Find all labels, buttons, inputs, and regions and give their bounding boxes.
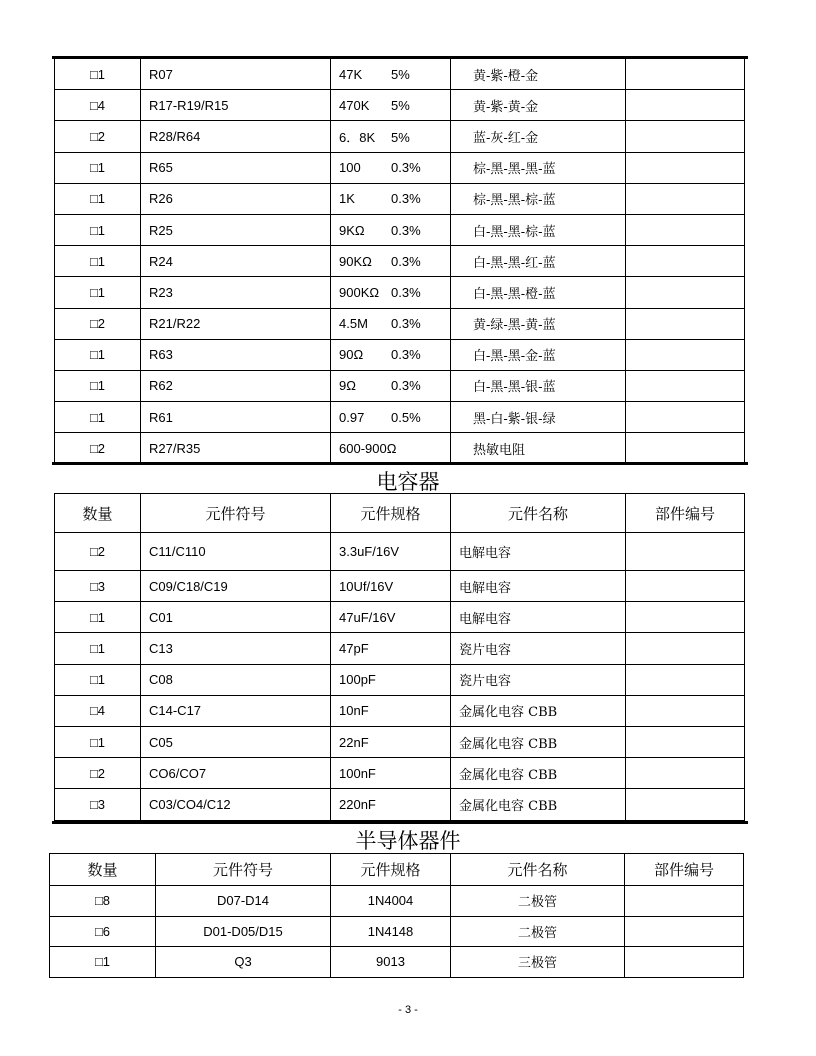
name-cell: 白-黑-黑-橙-蓝	[451, 277, 626, 308]
tolerance-value: 5%	[391, 66, 410, 82]
spec-cell	[331, 121, 451, 152]
symbol-cell: D01-D05/D15	[156, 916, 331, 947]
qty-cell: □4	[55, 90, 141, 121]
name-cell: 二极管	[451, 886, 625, 917]
spec-cell: 1N4148	[331, 916, 451, 947]
spec-value: 9KΩ	[339, 222, 365, 238]
name-cell: 电解电容	[451, 533, 626, 571]
table-row	[55, 789, 745, 820]
semiconductor-table	[49, 853, 744, 978]
qty-cell: □2	[55, 433, 141, 464]
name-cell: 金属化电容 CBB	[451, 758, 626, 789]
symbol-cell: R24	[141, 246, 331, 277]
spec-value: 90KΩ	[339, 253, 372, 269]
spec-cell	[331, 433, 451, 464]
table-row	[55, 246, 745, 277]
table-row	[55, 758, 745, 789]
name-cell: 白-黑-黑-银-蓝	[451, 370, 626, 401]
table-row	[55, 402, 745, 433]
symbol-cell: R23	[141, 277, 331, 308]
tolerance-value: 0.3%	[391, 284, 421, 300]
part-cell	[626, 121, 745, 152]
name-cell: 三极管	[451, 947, 625, 978]
spec-cell	[331, 339, 451, 370]
spec-value: 6．8K	[339, 129, 376, 145]
name-cell: 棕-黑-黑-黑-蓝	[451, 152, 626, 183]
spec-value: 9Ω	[339, 378, 356, 394]
part-cell	[626, 277, 745, 308]
qty-cell: □1	[55, 402, 141, 433]
spec-cell: 10Uf/16V	[331, 571, 451, 602]
spec-cell	[331, 90, 451, 121]
table-row	[50, 916, 744, 947]
part-cell	[626, 214, 745, 245]
spec-cell	[331, 152, 451, 183]
spec-value: 0.97	[339, 409, 365, 425]
spec-cell: 3.3uF/16V	[331, 533, 451, 571]
tolerance-value: 0.3%	[391, 316, 421, 332]
name-cell: 白-黑-黑-金-蓝	[451, 339, 626, 370]
part-cell	[626, 246, 745, 277]
symbol-cell: CO6/CO7	[141, 758, 331, 789]
name-cell: 棕-黑-黑-棕-蓝	[451, 183, 626, 214]
qty-cell: □1	[55, 602, 141, 633]
symbol-cell: R62	[141, 370, 331, 401]
spec-cell: 47uF/16V	[331, 602, 451, 633]
page-number: - 3 -	[398, 1004, 418, 1016]
qty-cell: □1	[55, 183, 141, 214]
part-cell	[626, 402, 745, 433]
symbol-cell: C13	[141, 633, 331, 664]
qty-cell: □2	[55, 533, 141, 571]
qty-cell: □1	[55, 277, 141, 308]
spec-value: 900KΩ	[339, 284, 380, 300]
symbol-cell: R07	[141, 59, 331, 90]
table-row	[55, 664, 745, 695]
table-row	[55, 183, 745, 214]
part-cell	[626, 433, 745, 464]
col-header-part: 部件编号	[626, 494, 745, 533]
part-cell	[626, 695, 745, 726]
spec-value: 90Ω	[339, 347, 364, 363]
name-cell: 金属化电容 CBB	[451, 695, 626, 726]
name-cell: 瓷片电容	[451, 664, 626, 695]
table-row	[55, 370, 745, 401]
table-row	[55, 152, 745, 183]
qty-cell: □1	[55, 246, 141, 277]
spec-cell: 100pF	[331, 664, 451, 695]
qty-cell: □2	[55, 308, 141, 339]
col-header-spec: 元件规格	[331, 494, 451, 533]
name-cell: 黄-紫-橙-金	[451, 59, 626, 90]
spec-value: 1K	[339, 191, 355, 207]
part-cell	[625, 947, 744, 978]
spec-cell	[331, 59, 451, 90]
qty-cell: □1	[55, 214, 141, 245]
name-cell: 电解电容	[451, 571, 626, 602]
spec-value: 100	[339, 160, 361, 176]
tolerance-value: 0.3%	[391, 347, 421, 363]
spec-cell	[331, 277, 451, 308]
capacitor-table-bottom-rule	[52, 821, 748, 824]
col-header-symbol: 元件符号	[141, 494, 331, 533]
part-cell	[626, 571, 745, 602]
tolerance-value: 0.3%	[391, 378, 421, 394]
table-row	[50, 947, 744, 978]
symbol-cell: C01	[141, 602, 331, 633]
name-cell: 白-黑-黑-棕-蓝	[451, 214, 626, 245]
table-row	[55, 571, 745, 602]
symbol-cell: R27/R35	[141, 433, 331, 464]
spec-value: 47K	[339, 66, 363, 82]
symbol-cell: Q3	[156, 947, 331, 978]
symbol-cell: C03/CO4/C12	[141, 789, 331, 820]
part-cell	[626, 308, 745, 339]
resistor-table	[54, 58, 745, 464]
qty-cell: □1	[55, 339, 141, 370]
name-cell: 热敏电阻	[451, 433, 626, 464]
symbol-cell: R61	[141, 402, 331, 433]
symbol-cell: C05	[141, 726, 331, 757]
part-cell	[626, 602, 745, 633]
part-cell	[626, 152, 745, 183]
tolerance-value: 5%	[391, 129, 410, 145]
spec-cell	[331, 214, 451, 245]
part-cell	[626, 789, 745, 820]
name-cell: 二极管	[451, 916, 625, 947]
part-cell	[626, 59, 745, 90]
spec-value: 4.5M	[339, 316, 368, 332]
symbol-cell: R28/R64	[141, 121, 331, 152]
qty-cell: □1	[55, 633, 141, 664]
table-row	[55, 59, 745, 90]
symbol-cell: D07-D14	[156, 886, 331, 917]
capacitor-section-title: 电容器	[376, 470, 440, 494]
table-row	[55, 695, 745, 726]
spec-cell: 47pF	[331, 633, 451, 664]
table-row	[50, 886, 744, 917]
col-header-symbol: 元件符号	[156, 854, 331, 886]
spec-cell	[331, 183, 451, 214]
resistor-table-bottom-rule	[52, 462, 748, 465]
capacitor-table	[54, 493, 745, 821]
spec-cell: 22nF	[331, 726, 451, 757]
tolerance-value: 5%	[391, 97, 410, 113]
tolerance-value: 0.3%	[391, 191, 421, 207]
semiconductor-header-row	[50, 854, 744, 886]
spec-cell	[331, 402, 451, 433]
part-cell	[626, 90, 745, 121]
symbol-cell: R63	[141, 339, 331, 370]
qty-cell: □8	[50, 886, 156, 917]
part-cell	[626, 758, 745, 789]
col-header-name: 元件名称	[451, 854, 625, 886]
name-cell: 金属化电容 CBB	[451, 789, 626, 820]
qty-cell: □1	[55, 370, 141, 401]
part-cell	[626, 664, 745, 695]
tolerance-value: 0.3%	[391, 253, 421, 269]
symbol-cell: R21/R22	[141, 308, 331, 339]
capacitor-header-row	[55, 494, 745, 533]
table-row	[55, 308, 745, 339]
spec-cell: 9013	[331, 947, 451, 978]
table-row	[55, 633, 745, 664]
name-cell: 蓝-灰-红-金	[451, 121, 626, 152]
qty-cell: □1	[55, 726, 141, 757]
name-cell: 金属化电容 CBB	[451, 726, 626, 757]
part-cell	[626, 633, 745, 664]
symbol-cell: C14-C17	[141, 695, 331, 726]
col-header-name: 元件名称	[451, 494, 626, 533]
qty-cell: □1	[55, 664, 141, 695]
part-cell	[626, 183, 745, 214]
spec-cell	[331, 308, 451, 339]
part-cell	[625, 886, 744, 917]
qty-cell: □1	[50, 947, 156, 978]
tolerance-value: 0.3%	[391, 160, 421, 176]
name-cell: 黑-白-紫-银-绿	[451, 402, 626, 433]
symbol-cell: C11/C110	[141, 533, 331, 571]
spec-value: 470K	[339, 97, 370, 113]
name-cell: 黄-紫-黄-金	[451, 90, 626, 121]
symbol-cell: C08	[141, 664, 331, 695]
table-row	[55, 339, 745, 370]
qty-cell: □6	[50, 916, 156, 947]
name-cell: 黄-绿-黑-黄-蓝	[451, 308, 626, 339]
name-cell: 瓷片电容	[451, 633, 626, 664]
spec-cell	[331, 370, 451, 401]
spec-cell: 100nF	[331, 758, 451, 789]
table-row	[55, 90, 745, 121]
col-header-qty: 数量	[55, 494, 141, 533]
table-row	[55, 277, 745, 308]
qty-cell: □3	[55, 571, 141, 602]
qty-cell: □1	[55, 152, 141, 183]
col-header-qty: 数量	[50, 854, 156, 886]
part-cell	[625, 916, 744, 947]
table-row	[55, 533, 745, 571]
tolerance-value: 0.5%	[391, 409, 421, 425]
tolerance-value: 0.3%	[391, 222, 421, 238]
col-header-part: 部件编号	[625, 854, 744, 886]
table-row	[55, 433, 745, 464]
symbol-cell: R25	[141, 214, 331, 245]
part-cell	[626, 339, 745, 370]
table-row	[55, 602, 745, 633]
symbol-cell: R26	[141, 183, 331, 214]
qty-cell: □2	[55, 121, 141, 152]
table-row	[55, 121, 745, 152]
col-header-spec: 元件规格	[331, 854, 451, 886]
name-cell: 白-黑-黑-红-蓝	[451, 246, 626, 277]
part-cell	[626, 726, 745, 757]
qty-cell: □1	[55, 59, 141, 90]
spec-value: 600-900Ω	[339, 440, 397, 456]
table-row	[55, 726, 745, 757]
semiconductor-section-title: 半导体器件	[355, 829, 461, 853]
qty-cell: □4	[55, 695, 141, 726]
qty-cell: □3	[55, 789, 141, 820]
symbol-cell: R17-R19/R15	[141, 90, 331, 121]
symbol-cell: R65	[141, 152, 331, 183]
name-cell: 电解电容	[451, 602, 626, 633]
spec-cell: 220nF	[331, 789, 451, 820]
part-cell	[626, 533, 745, 571]
spec-cell	[331, 246, 451, 277]
spec-cell: 10nF	[331, 695, 451, 726]
symbol-cell: C09/C18/C19	[141, 571, 331, 602]
spec-cell: 1N4004	[331, 886, 451, 917]
qty-cell: □2	[55, 758, 141, 789]
part-cell	[626, 370, 745, 401]
table-row	[55, 214, 745, 245]
